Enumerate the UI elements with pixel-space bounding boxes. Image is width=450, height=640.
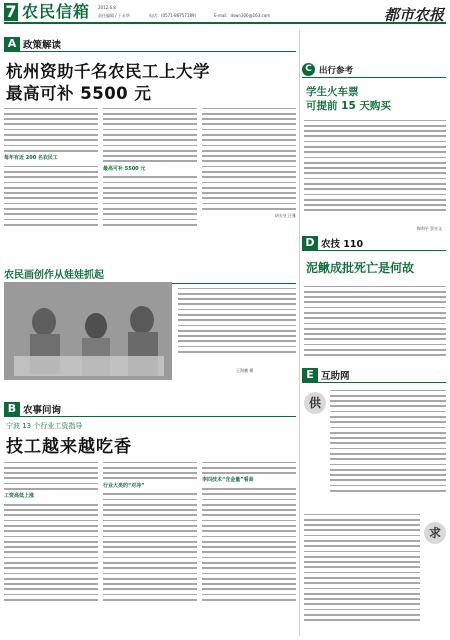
issue-date: 2012.6.8 (98, 5, 116, 10)
section-c-label: 出行参考 (319, 65, 354, 76)
section-b-label: 农事问询 (23, 405, 62, 416)
section-c-header (302, 62, 446, 78)
supply-listings (330, 386, 446, 506)
headline-ticket-1: 学生火车票 (306, 86, 359, 98)
children-painting-photo (4, 282, 172, 380)
editor: 责任编辑 / 于永华 (98, 13, 130, 18)
supply-stamp (304, 392, 326, 414)
policy-col-1 (4, 104, 98, 246)
section-c-letter: C (302, 63, 315, 76)
section-e-letter: E (302, 368, 318, 382)
photo-feature-title: 农民画创作从娃娃抓起 (4, 266, 296, 284)
section-e-header (302, 368, 446, 383)
photo-caption (178, 284, 296, 364)
wage-col-2 (103, 458, 197, 638)
section-a-label: 政策解读 (23, 40, 62, 51)
wage-headline: 技工越来越吃香 (6, 437, 132, 457)
section-b-letter: B (4, 402, 20, 416)
wage-subhead-2: 行业大类的“对冲” (103, 482, 145, 489)
policy-byline: 胡夫皇 汪雅 (274, 213, 296, 219)
headline-policy-1: 杭州资助千名农民工上大学 (6, 62, 210, 81)
wage-col-1 (4, 458, 98, 638)
section-d-label: 农技 110 (321, 239, 364, 250)
supply-stamp-label: 供 (308, 396, 321, 410)
masthead (4, 2, 446, 24)
headline-ticket-2: 可提前 15 天购买 (306, 100, 391, 112)
paper-name: 都市农报 (383, 6, 444, 24)
demand-listings (304, 510, 420, 636)
phone: 电话：(0571-86757189) (149, 13, 197, 18)
demand-stamp (424, 522, 446, 544)
ticket-body (304, 116, 446, 220)
policy-subhead-2: 最高可补 5500 元 (103, 165, 146, 172)
email: E-mail：dswn306@163.com (214, 13, 271, 18)
column-divider (299, 30, 300, 636)
loach-body (304, 282, 446, 362)
policy-col-2 (103, 104, 197, 246)
section-d-header (302, 236, 446, 251)
section-e-label: 互助网 (321, 371, 350, 382)
feature-photo (4, 282, 172, 380)
ticket-byline: 陶利平 蔡亦文 (416, 226, 442, 231)
wage-subhead-3: 李四技术“含金量”看高 (202, 477, 254, 484)
section-a-letter: A (4, 37, 20, 51)
section-d-letter: D (302, 236, 318, 250)
policy-subhead-1: 每年有近 200 名农民工 (4, 155, 58, 162)
wage-col-3 (202, 458, 296, 638)
wage-kicker: 宁波 13 个行业工资指导 (6, 422, 83, 430)
column-title: 农民信箱 (22, 2, 91, 21)
policy-col-3 (202, 104, 296, 246)
section-b-header (4, 402, 296, 417)
headline-policy-2: 最高可补 5500 元 (6, 84, 152, 103)
page-number: 7 (5, 2, 17, 21)
wage-subhead-1: 工资高低上涨 (4, 493, 35, 500)
headline-loach: 泥鳅成批死亡是何故 (306, 261, 415, 275)
demand-stamp-label: 求 (428, 526, 441, 540)
section-a-header (4, 37, 296, 52)
photo-byline: 王海鹏 摄 (236, 368, 254, 373)
